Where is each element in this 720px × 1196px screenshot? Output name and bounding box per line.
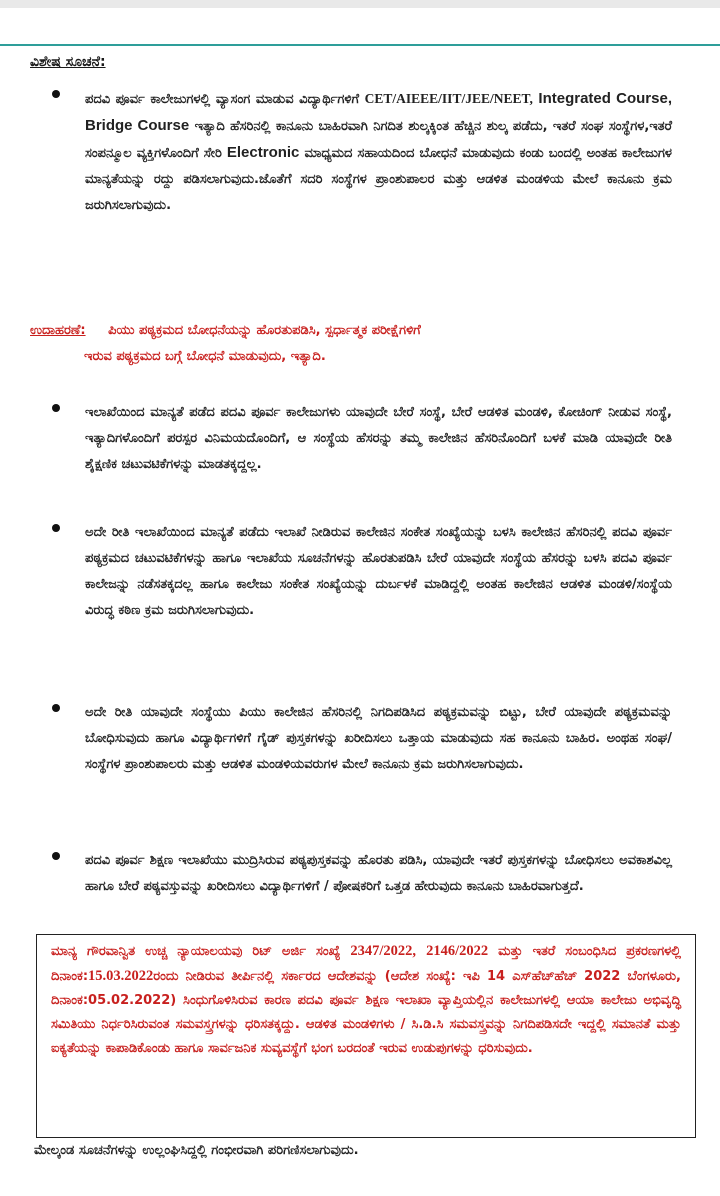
court-order-text: ಮಾನ್ಯ ಗೌರವಾನ್ವಿತ ಉಚ್ಚ ನ್ಯಾಯಾಲಯವು ರಿಟ್ ಅರ್ಜಿ ಸಂಖ್ಯೆ 2347/2022, 2146/2022 ಮತ್ತು ಇತರೆ ಸಂಬಂಧಿಸಿದ ಪ್ರಕರಣಗಳಲ್ಲಿ ದಿನಾಂಕ:15.03.2022ರಂದು ನೀಡಿರುವ ತೀರ್ಪಿನಲ್ಲಿ ಸರ್ಕಾರದ ಆದೇಶವನ್ನು (ಆದೇಶ ಸಂಖ್ಯೆ: ಇಪಿ 14 ಎಸ್‌ಹೆಚ್‌ಹೆಚ್ 2022 ಬೆಂಗಳೂರು, ದಿನಾಂಕ:05.02.2022) ಸಿಂಧುಗೊಳಿಸಿರುವ ಕಾರಣ ಪದವಿ ಪೂರ್ವ ಶಿಕ್ಷಣ ಇಲಾಖಾ ವ್ಯಾಪ್ತಿಯಲ್ಲಿನ ಕಾಲೇಜುಗಳಲ್ಲಿ ಆಯಾ ಕಾಲೇಜು ಅಭಿವೃದ್ಧಿ ಸಮಿತಿಯು ನಿರ್ಧರಿಸಿರುವಂತ ಸಮವಸ್ತ್ರಗಳನ್ನು ಧರಿಸತಕ್ಕದ್ದು. ಆಡಳಿತ ಮಂಡಳಿಗಳು / ಸಿ.ಡಿ.ಸಿ ಸಮವಸ್ತ್ರವನ್ನು ನಿಗದಿಪಡಿಸದೇ ಇದ್ದಲ್ಲಿ ಸಮಾನತೆ ಮತ್ತು ಐಕ್ಯತೆಯನ್ನು ಕಾಪಾಡಿಕೊಂಡು ಹಾಗೂ ಸಾರ್ವಜನಿಕ ಸುವ್ಯವಸ್ಥೆಗೆ ಭಂಗ ಬರದಂತೆ ಇರುವ ಉಡುಪುಗಳನ್ನು ಧರಿಸುವುದು. — [51, 943, 681, 1056]
bullet-dot-icon — [52, 704, 60, 712]
footer-warning: ಮೇಲ್ಕಂಡ ಸೂಚನೆಗಳನ್ನು ಉಲ್ಲಂಘಿಸಿದ್ದಲ್ಲಿ ಗಂಭೀರವಾಗಿ ಪರಿಗಣಿಸಲಾಗುವುದು. — [34, 1143, 359, 1158]
example-note — [30, 318, 690, 370]
special-notice-heading: ವಿಶೇಷ ಸೂಚನೆ: — [30, 54, 106, 70]
example-line-2: ಇರುವ ಪಠ್ಯಕ್ರಮದ ಬಗ್ಗೆ ಬೋಧನೆ ಮಾಡುವುದು, ಇತ್ಯಾದಿ. — [84, 349, 326, 364]
bullet-item-5 — [52, 848, 672, 900]
bullet-dot-icon — [52, 852, 60, 860]
bullet-dot-icon — [52, 90, 60, 98]
example-line-1: ಪಿಯು ಪಠ್ಯಕ್ರಮದ ಬೋಧನೆಯನ್ನು ಹೊರತುಪಡಿಸಿ, ಸ್ಪರ್ಧಾತ್ಮಕ ಪರೀಕ್ಷೆಗಳಿಗೆ — [108, 323, 421, 338]
bullet-dot-icon — [52, 404, 60, 412]
bullet-4-text: ಅದೇ ರೀತಿ ಯಾವುದೇ ಸಂಸ್ಥೆಯು ಪಿಯು ಕಾಲೇಜಿನ ಹೆಸರಿನಲ್ಲಿ ನಿಗದಿಪಡಿಸಿದ ಪಠ್ಯಕ್ರಮವನ್ನು ಬಿಟ್ಟು, ಬೇರೆ ಯಾವುದೇ ಪಠ್ಯಕ್ರಮವನ್ನು ಬೋಧಿಸುವುದು ಹಾಗೂ ವಿದ್ಯಾರ್ಥಿಗಳಿಗೆ ಗೈಡ್ ಪುಸ್ತಕಗಳನ್ನು ಖರೀದಿಸಲು ಒತ್ತಾಯ ಮಾಡುವುದು ಸಹ ಕಾನೂನು ಬಾಹಿರ. ಅಂಥಹ ಸಂಘ/ಸಂಸ್ಥೆಗಳ ಪ್ರಾಂಶುಪಾಲರು ಮತ್ತು ಆಡಳಿತ ಮಂಡಳಿಯವರುಗಳ ಮೇಲೆ ಕಾನೂನು ಕ್ರಮ ಜರುಗಿಸಲಾಗುವುದು. — [85, 705, 672, 772]
bullet-3-text: ಅದೇ ರೀತಿ ಇಲಾಖೆಯಿಂದ ಮಾನ್ಯತೆ ಪಡೆದು ಇಲಾಖೆ ನೀಡಿರುವ ಕಾಲೇಜಿನ ಸಂಕೇತ ಸಂಖ್ಯೆಯನ್ನು ಬಳಸಿ ಕಾಲೇಜಿನ ಹೆಸರಿನಲ್ಲಿ ಪದವಿ ಪೂರ್ವ ಪಠ್ಯಕ್ರಮದ ಚಟುವಟಿಕೆಗಳನ್ನು ಹಾಗೂ ಇಲಾಖೆಯ ಸೂಚನೆಗಳನ್ನು ಹೊರತುಪಡಿಸಿ ಬೇರೆ ಯಾವುದೇ ಸಂಸ್ಥೆಯ ಹೆಸರನ್ನು ಬಳಸಿ ಪದವಿ ಪೂರ್ವ ಕಾಲೇಜನ್ನು ನಡೆಸತಕ್ಕದಲ್ಲ ಹಾಗೂ ಕಾಲೇಜು ಸಂಕೇತ ಸಂಖ್ಯೆಯನ್ನು ದುರ್ಬಳಕೆ ಮಾಡಿದ್ದಲ್ಲಿ ಅಂತಹ ಕಾಲೇಜಿನ ಆಡಳಿತ ಮಂಡಳಿ/ಸಂಸ್ಥೆಯ ವಿರುದ್ಧ ಕಠಿಣ ಕ್ರಮ ಜರುಗಿಸಲಾಗುವುದು. — [85, 525, 672, 618]
bullet-5-text: ಪದವಿ ಪೂರ್ವ ಶಿಕ್ಷಣ ಇಲಾಖೆಯು ಮುದ್ರಿಸಿರುವ ಪಠ್ಯಪುಸ್ತಕವನ್ನು ಹೊರತು ಪಡಿಸಿ, ಯಾವುದೇ ಇತರೆ ಪುಸ್ತಕಗಳನ್ನು ಬೋಧಿಸಲು ಅವಕಾಶವಿಲ್ಲ ಹಾಗೂ ಬೇರೆ ಪಠ್ಯವಸ್ತುವನ್ನು ಖರೀದಿಸಲು ವಿದ್ಯಾರ್ಥಿಗಳಿಗೆ / ಪೋಷಕರಿಗೆ ಒತ್ತಡ ಹೇರುವುದು ಕಾನೂನು ಬಾಹಿರವಾಗುತ್ತದೆ. — [85, 853, 672, 894]
court-order-notice-box — [36, 934, 696, 1138]
bullet-2-text: ಇಲಾಖೆಯಿಂದ ಮಾನ್ಯತೆ ಪಡೆದ ಪದವಿ ಪೂರ್ವ ಕಾಲೇಜುಗಳು ಯಾವುದೇ ಬೇರೆ ಸಂಸ್ಥೆ, ಬೇರೆ ಆಡಳಿತ ಮಂಡಳಿ, ಕೋಚಿಂಗ್ ನೀಡುವ ಸಂಸ್ಥೆ, ಇತ್ಯಾದಿಗಳೊಂದಿಗೆ ಪರಸ್ಪರ ವಿನಿಮಯದೊಂದಿಗೆ, ಆ ಸಂಸ್ಥೆಯ ಹೆಸರನ್ನು ತಮ್ಮ ಕಾಲೇಜಿನ ಹೆಸರಿನೊಂದಿಗೆ ಬಳಕೆ ಮಾಡಿ ಯಾವುದೇ ರೀತಿ ಶೈಕ್ಷಣಿಕ ಚಟುವಟಿಕೆಗಳನ್ನು ಮಾಡತಕ್ಕದ್ದಲ್ಲ. — [85, 405, 672, 472]
example-label: ಉದಾಹರಣೆ: — [30, 323, 86, 338]
bullet-1-text: ಪದವಿ ಪೂರ್ವ ಕಾಲೇಜುಗಳಲ್ಲಿ ವ್ಯಾಸಂಗ ಮಾಡುವ ವಿದ್ಯಾರ್ಥಿಗಳಿಗೆ CET/AIEEE/IIT/JEE/NEET, Integrated Course, Bridge Course ಇತ್ಯಾದಿ ಹೆಸರಿನಲ್ಲಿ ಕಾನೂನು ಬಾಹಿರವಾಗಿ ನಿಗದಿತ ಶುಲ್ಕಕ್ಕಿಂತ ಹೆಚ್ಚಿನ ಶುಲ್ಕ ಪಡೆದು, ಇತರೆ ಸಂಘ ಸಂಸ್ಥೆಗಳ,ಇತರೆ ಸಂಪನ್ಮೂಲ ವ್ಯಕ್ತಿಗಳೊಂದಿಗೆ ಸೇರಿ Electronic ಮಾಧ್ಯಮದ ಸಹಾಯದಿಂದ ಬೋಧನೆ ಮಾಡುವುದು ಕಂಡು ಬಂದಲ್ಲಿ ಅಂತಹ ಕಾಲೇಜುಗಳ ಮಾನ್ಯತೆಯನ್ನು ರದ್ದು ಪಡಿಸಲಾಗುವುದು.ಜೊತೆಗೆ ಸದರಿ ಸಂಸ್ಥೆಗಳ ಪ್ರಾಂಶುಪಾಲರ ಮತ್ತು ಆಡಳಿತ ಮಂಡಳಿಯ ಮೇಲೆ ಕಾನೂನು ಕ್ರಮ ಜರುಗಿಸಲಾಗುವುದು. — [85, 90, 673, 213]
bullet-item-4 — [52, 700, 672, 778]
bullet-item-2 — [52, 400, 672, 478]
bullet-item-1 — [52, 86, 672, 219]
bullet-dot-icon — [52, 524, 60, 532]
bullet-item-3 — [52, 520, 672, 624]
